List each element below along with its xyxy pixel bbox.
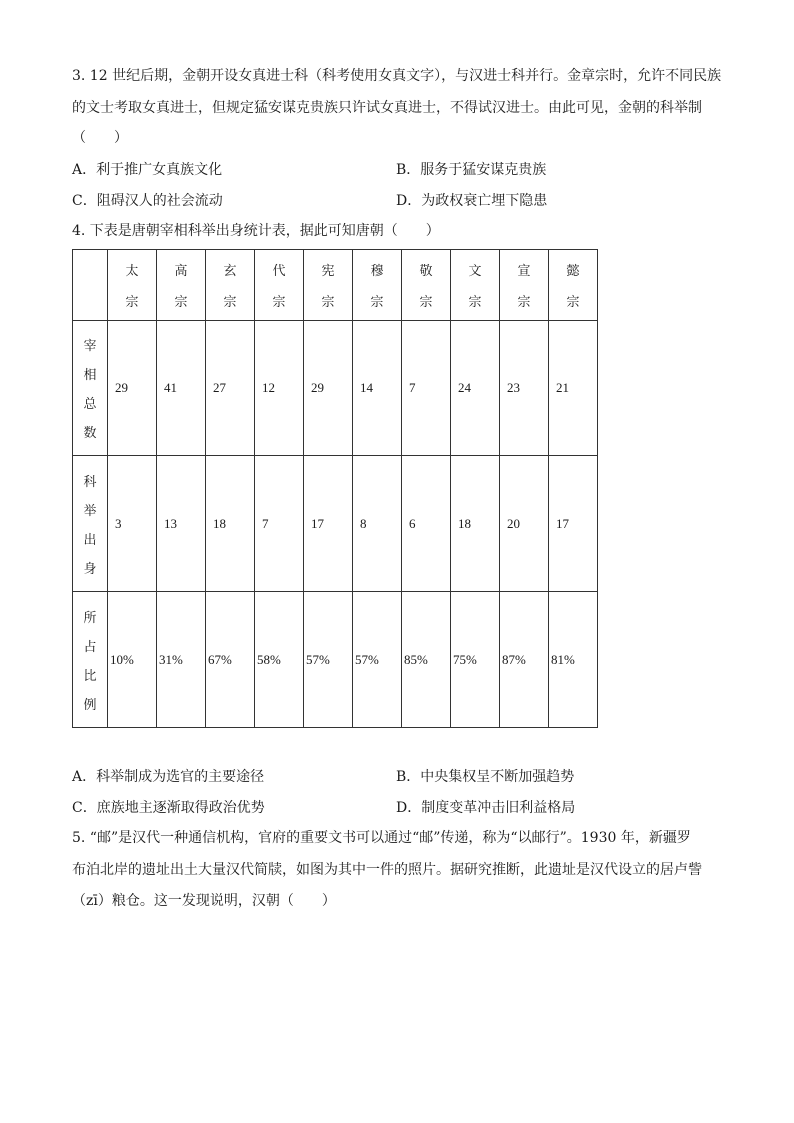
- table-cell: 41: [157, 321, 206, 456]
- emperor-header: 宣 宗: [500, 250, 549, 321]
- table-cell: 21: [549, 321, 598, 456]
- row-label: 宰 相 总 数: [73, 321, 108, 456]
- row-label: 所 占 比 例: [73, 592, 108, 728]
- tang-chancellor-table: [72, 249, 598, 728]
- q3-option-d: D．为政权衰亡埋下隐患: [396, 193, 548, 209]
- table-cell: 17: [549, 456, 598, 592]
- table-corner-cell: [73, 250, 108, 321]
- table-cell: 67%: [206, 592, 255, 728]
- table-cell: 57%: [304, 592, 353, 728]
- table-cell: 24: [451, 321, 500, 456]
- q5-stem-line2: 布泊北岸的遗址出土大量汉代简牍，如图为其中一件的照片。据研究推断，此遗址是汉代设立的居卢訾: [72, 862, 702, 878]
- q3-stem-line3: （ ）: [72, 130, 128, 146]
- table-cell: 14: [353, 321, 402, 456]
- q3-option-a: A．利于推广女真族文化: [72, 162, 223, 178]
- q4-option-c: C．庶族地主逐渐取得政治优势: [72, 800, 265, 816]
- table-cell: 18: [206, 456, 255, 592]
- emperor-header: 敬 宗: [402, 250, 451, 321]
- table-header-row: [73, 250, 598, 321]
- q4-stem: 4. 下表是唐朝宰相科举出身统计表，据此可知唐朝（ ）: [72, 223, 440, 239]
- table-cell: 57%: [353, 592, 402, 728]
- emperor-header: 穆 宗: [353, 250, 402, 321]
- emperor-header: 代 宗: [255, 250, 304, 321]
- table-cell: 29: [108, 321, 157, 456]
- q4-option-b: B．中央集权呈不断加强趋势: [396, 769, 575, 785]
- table-cell: 12: [255, 321, 304, 456]
- table-cell: 58%: [255, 592, 304, 728]
- table-cell: 13: [157, 456, 206, 592]
- q3-stem-line1: 3. 12 世纪后期，金朝开设女真进士科（科考使用女真文字），与汉进士科并行。金章宗时，允许不同民族: [72, 68, 722, 84]
- table-cell: 3: [108, 456, 157, 592]
- emperor-header: 太 宗: [108, 250, 157, 321]
- table-cell: 27: [206, 321, 255, 456]
- emperor-header: 文 宗: [451, 250, 500, 321]
- q3-stem-line2: 的文士考取女真进士，但规定猛安谋克贵族只许试女真进士，不得试汉进士。由此可见，金朝的科举制: [72, 100, 702, 116]
- q4-option-d: D．制度变革冲击旧利益格局: [396, 800, 576, 816]
- table-cell: 20: [500, 456, 549, 592]
- emperor-header: 高 宗: [157, 250, 206, 321]
- emperor-header: 宪 宗: [304, 250, 353, 321]
- q3-option-b: B．服务于猛安谋克贵族: [396, 162, 547, 178]
- table-row-total: [73, 321, 598, 456]
- table-cell: 8: [353, 456, 402, 592]
- table-cell: 17: [304, 456, 353, 592]
- table-cell: 87%: [500, 592, 549, 728]
- table-cell: 18: [451, 456, 500, 592]
- q5-stem-line1: 5. “邮”是汉代一种通信机构，官府的重要文书可以通过“邮”传递，称为“以邮行”。1930 年，新疆罗: [72, 830, 691, 846]
- table-cell: 7: [255, 456, 304, 592]
- table-cell: 81%: [549, 592, 598, 728]
- table-cell: 85%: [402, 592, 451, 728]
- q5-stem-line3: （zī）粮仓。这一发现说明，汉朝（ ）: [72, 893, 336, 909]
- emperor-header: 懿 宗: [549, 250, 598, 321]
- q3-option-c: C．阻碍汉人的社会流动: [72, 193, 223, 209]
- table-row-exam: [73, 456, 598, 592]
- table-cell: 31%: [157, 592, 206, 728]
- emperor-header: 玄 宗: [206, 250, 255, 321]
- table-cell: 29: [304, 321, 353, 456]
- table-cell: 23: [500, 321, 549, 456]
- table-cell: 75%: [451, 592, 500, 728]
- table-row-ratio: [73, 592, 598, 728]
- table-cell: 10%: [108, 592, 157, 728]
- table-cell: 6: [402, 456, 451, 592]
- q4-option-a: A．科举制成为选官的主要途径: [72, 769, 265, 785]
- table-cell: 7: [402, 321, 451, 456]
- row-label: 科 举 出 身: [73, 456, 108, 592]
